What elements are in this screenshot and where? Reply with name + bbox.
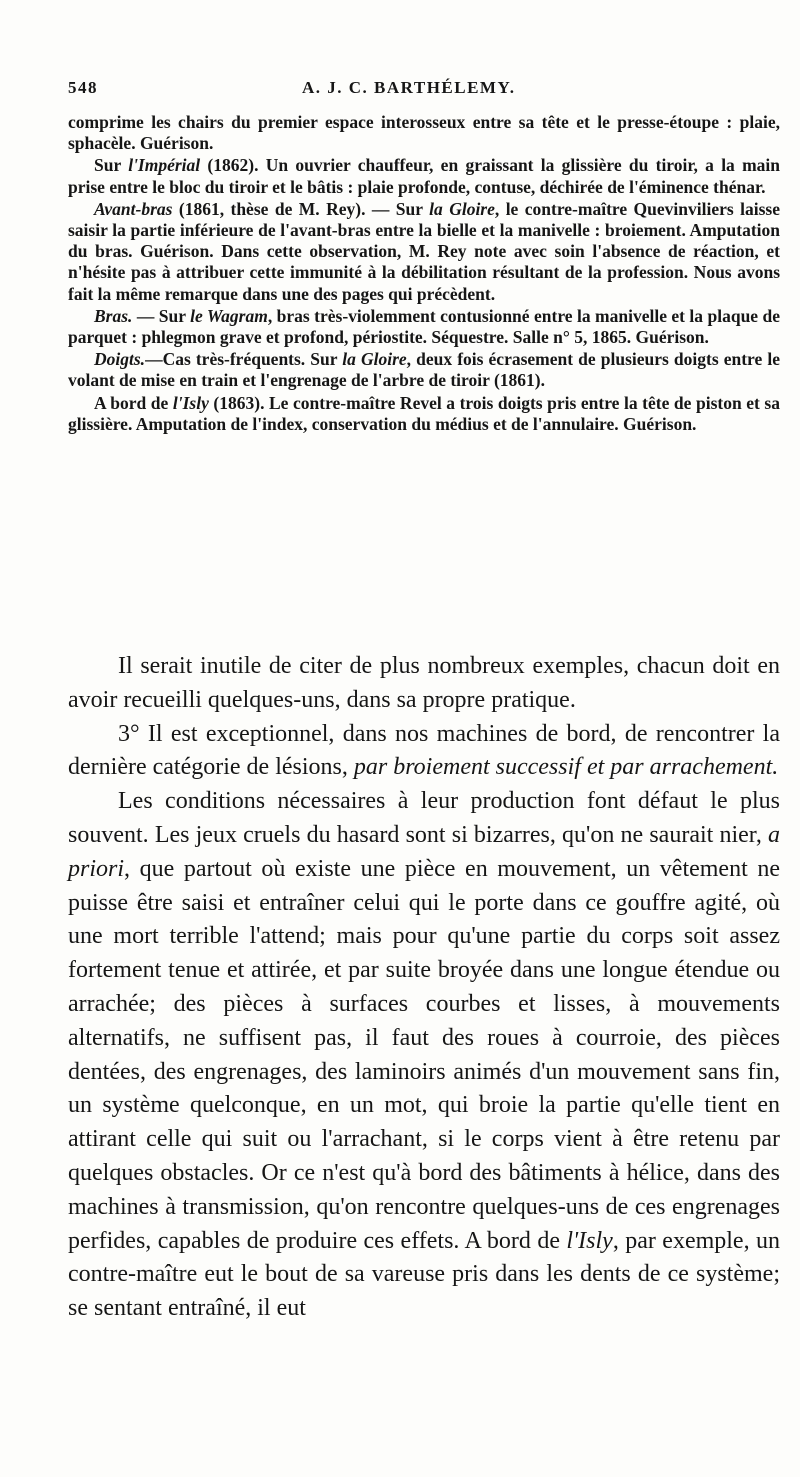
case-text: —Cas très-fréquents. Sur <box>145 349 343 370</box>
case-text: (1861, thèse de M. Rey). — Sur <box>172 198 430 219</box>
case-text: (1862). Un ouvrier chauffeur, en graissant la glissière du tiroir, a la main prise entre le bloc du tiroir et le bâtis : plaie profonde, contuse, déchirée de l'éminence thénar. <box>68 155 781 197</box>
body-paragraph <box>68 718 780 786</box>
case-paragraph <box>68 112 780 154</box>
body-text-run: Les conditions nécessaires à leur production font défaut le plus souvent. Les jeux cruels du hasard sont si bizarres, qu'on ne saurait nier, <box>68 788 780 848</box>
case-text: A bord de <box>94 392 173 413</box>
ship-name: la Gloire <box>429 198 495 219</box>
ship-name: la Gloire <box>342 349 407 370</box>
case-paragraph <box>68 199 780 305</box>
emphasis-phrase: a priori <box>68 821 780 882</box>
ship-name: l'Impérial <box>128 155 201 176</box>
case-label: Doigts. <box>94 349 146 370</box>
body-text-run: , que partout où existe une pièce en mouvement, un vêtement ne puisse être saisi et entraîner celui qui le porte dans ce gouffre agité, où une mort terrible l'attend; mais pour qu'une partie du corps soit assez fortement tenue et attirée, et par suite broyée dans une longue étendue ou arrachée; des pièces à surfaces courbes et lisses, à mouvements alternatifs, ne suffisent pas, il faut des roues à courroie, des pièces dentées, des engrenages, des laminoirs animés d'un mouvement sans fin, un système quelconque, en un mot, qui broie la partie qu'elle tient en attirant celle qui suit ou l'arrachant, si le corps vient à être retenu par quelques obstacles. Or ce n'est qu'à bord des bâtiments à hélice, dans des machines à transmission, qu'on rencontre quelques-uns de ces engrenages perfides, capables de produire ces effets. A bord de <box>68 855 780 1254</box>
case-paragraph <box>68 306 780 348</box>
case-text: comprime les chairs du premier espace interosseux entre sa tête et le presse-étoupe : plaie, sphacèle. Guérison. <box>68 112 780 154</box>
page-header <box>68 78 770 102</box>
body-paragraph <box>68 785 780 1326</box>
case-paragraph <box>68 349 780 391</box>
case-notes <box>68 112 780 435</box>
case-text: , deux fois écrasement de plusieurs doigts entre le volant de mise en train et l'engrenage de l'arbre de tiroir (1861). <box>68 349 780 391</box>
body-text-run: Il serait inutile de citer de plus nombreux exemples, chacun doit en avoir recueilli quelques-uns, dans sa propre pratique. <box>68 653 780 713</box>
case-text: Sur <box>94 155 129 176</box>
case-paragraph <box>68 393 780 435</box>
running-head: A. J. C. BARTHÉLEMY. <box>302 78 516 97</box>
case-text: (1863). Le contre-maître Revel a trois doigts pris entre la tête de piston et sa glissière. Amputation de l'index, conservation du médius et de l'annulaire. Guérison. <box>68 392 780 434</box>
case-label: Bras. <box>94 305 133 326</box>
case-label: Avant-bras <box>94 198 173 219</box>
case-paragraph <box>68 155 780 197</box>
emphasis-phrase: par broiement successif et par arrachement. <box>353 754 779 781</box>
ship-name: l'Isly <box>566 1227 613 1254</box>
case-text: — Sur <box>132 305 191 326</box>
page-number: 548 <box>68 78 98 97</box>
case-text: , bras très-violemment contusionné entre la manivelle et la plaque de parquet : phlegmon grave et profond, périostite. Séquestre. Salle n° 5, 1865. Guérison. <box>68 305 781 348</box>
body-paragraph <box>68 650 780 718</box>
body-text <box>68 650 780 1326</box>
body-text-run: 3° Il est exceptionnel, dans nos machines de bord, de rencontrer la dernière catégorie de lésions, <box>68 720 780 781</box>
body-text-run: , par exemple, un contre-maître eut le bout de sa vareuse pris dans les dents de ce système; se sentant entraîné, il eut <box>68 1227 780 1322</box>
ship-name: le Wagram <box>190 305 268 326</box>
case-text: , le contre-maître Quevinviliers laisse saisir la partie inférieure de l'avant-bras entre la bielle et la manivelle : broiement. Amputation du bras. Guérison. Dans cette observation, M. Rey note avec soin l'absence de réaction, et n'hésite pas à attribuer cette immunité à la débilitation résultant de la profession. Nous avons fait la même remarque dans une des pages qui précèdent. <box>68 198 780 304</box>
ship-name: l'Isly <box>172 392 209 413</box>
